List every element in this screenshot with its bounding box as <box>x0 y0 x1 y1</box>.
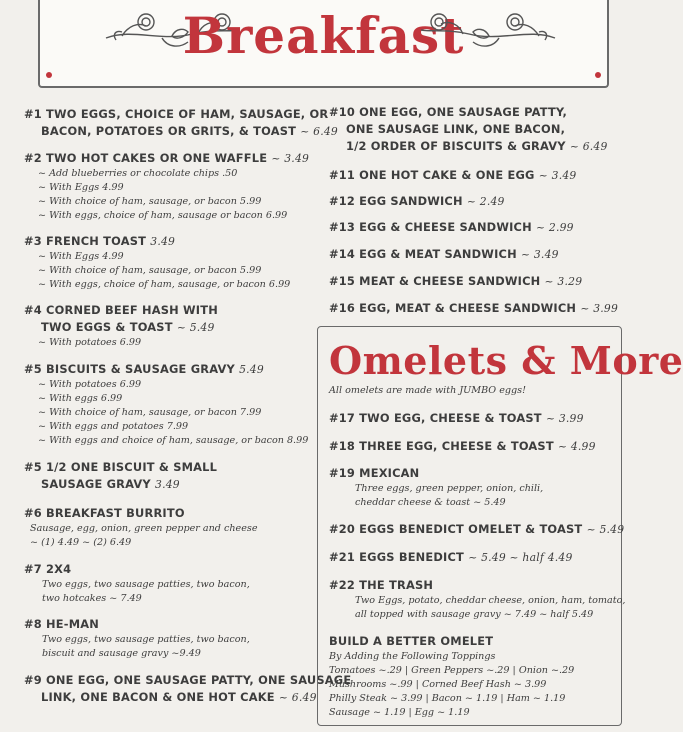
page-title: Breakfast <box>182 6 465 65</box>
topping-line: Philly Steak ~ 3.99 | Bacon ~ 1.19 | Ham ~ 1.19 <box>329 693 566 704</box>
menu-item-10: #10 ONE EGG, ONE SAUSAGE PATTY, ONE SAUSAGE LINK, ONE BACON, 1/2 ORDER OF BISCUITS & GRAVY ~ 6.49 <box>329 105 608 153</box>
build-omelet-subtitle: By Adding the Following Toppings <box>329 651 496 662</box>
menu-item-9: #9 ONE EGG, ONE SAUSAGE PATTY, ONE SAUSAGE LINK, ONE BACON & ONE HOT CAKE ~ 6.49 <box>24 673 352 704</box>
corner-dot <box>595 72 601 78</box>
menu-item-6: #6 BREAKFAST BURRITO Sausage, egg, onion, green pepper and cheese ~ (1) 4.49 ~ (2) 6.49 <box>24 506 258 548</box>
menu-item-8: #8 HE-MAN Two eggs, two sausage patties, two bacon, biscuit and sausage gravy ~9.49 <box>24 617 250 659</box>
menu-item-22: #22 THE TRASH Two Eggs, potato, cheddar cheese, onion, ham, tomato, all topped with sausage gravy ~ 7.49 ~ half 5.49 <box>329 578 626 620</box>
omelets-section-title: Omelets & More <box>329 338 683 383</box>
menu-item-16: #16 EGG, MEAT & CHEESE SANDWICH ~ 3.99 <box>329 301 619 315</box>
menu-item-13: #13 EGG & CHEESE SANDWICH ~ 2.99 <box>329 220 574 234</box>
menu-item-18: #18 THREE EGG, CHEESE & TOAST ~ 4.99 <box>329 439 596 453</box>
menu-item-4: #4 CORNED BEEF HASH WITH TWO EGGS & TOAST ~ 5.49 ~ With potatoes 6.99 <box>24 303 218 348</box>
menu-item-12: #12 EGG SANDWICH ~ 2.49 <box>329 194 505 208</box>
corner-dot <box>46 72 52 78</box>
menu-item-17: #17 TWO EGG, CHEESE & TOAST ~ 3.99 <box>329 411 584 425</box>
menu-item-21: #21 EGGS BENEDICT ~ 5.49 ~ half 4.49 <box>329 550 573 564</box>
menu-item-1: #1 TWO EGGS, CHOICE OF HAM, SAUSAGE, OR BACON, POTATOES OR GRITS, & TOAST ~ 6.49 <box>24 107 338 138</box>
menu-item-14: #14 EGG & MEAT SANDWICH ~ 3.49 <box>329 247 559 261</box>
build-omelet-title: BUILD A BETTER OMELET <box>329 634 494 648</box>
menu-item-3: #3 FRENCH TOAST 3.49 ~ With Eggs 4.99 ~ With choice of ham, sausage, or bacon 5.99 ~ With eggs, choice of ham, sausage, or bacon 6.99 <box>24 234 291 290</box>
topping-line: Mushrooms ~.99 | Corned Beef Hash ~ 3.99 <box>329 679 547 690</box>
header-banner <box>38 0 609 88</box>
menu-item-7: #7 2X4 Two eggs, two sausage patties, two bacon, two hotcakes ~ 7.49 <box>24 562 250 604</box>
menu-item-19: #19 MEXICAN Three eggs, green pepper, onion, chili, cheddar cheese & toast ~ 5.49 <box>329 466 544 508</box>
menu-item-5: #5 BISCUITS & SAUSAGE GRAVY 5.49 ~ With potatoes 6.99 ~ With eggs 6.99 ~ With choice of ham, sausage, or bacon 7.99 ~ With eggs and potatoes 7.99 ~ With eggs and choice of ham, sausage, or bacon 8.99 <box>24 362 309 446</box>
menu-item-11: #11 ONE HOT CAKE & ONE EGG ~ 3.49 <box>329 168 577 182</box>
floral-ornament-icon <box>419 8 559 52</box>
omelets-note: All omelets are made with JUMBO eggs! <box>329 385 526 396</box>
topping-line: Tomatoes ~.29 | Green Peppers ~.29 | Onion ~.29 <box>329 665 575 676</box>
menu-item-20: #20 EGGS BENEDICT OMELET & TOAST ~ 5.49 <box>329 522 625 536</box>
menu-item-2: #2 TWO HOT CAKES OR ONE WAFFLE ~ 3.49 ~ Add blueberries or chocolate chips .50 ~ With Eggs 4.99 ~ With choice of ham, sausage, or bacon 5.99 ~ With eggs, choice of ham, sausage or bacon 6.99 <box>24 151 310 221</box>
build-omelet-section <box>329 633 574 720</box>
menu-item-5-half: #5 1/2 ONE BISCUIT & SMALL SAUSAGE GRAVY 3.49 <box>24 460 218 491</box>
topping-line: Sausage ~ 1.19 | Egg ~ 1.19 <box>329 707 470 718</box>
menu-item-15: #15 MEAT & CHEESE SANDWICH ~ 3.29 <box>329 274 583 288</box>
